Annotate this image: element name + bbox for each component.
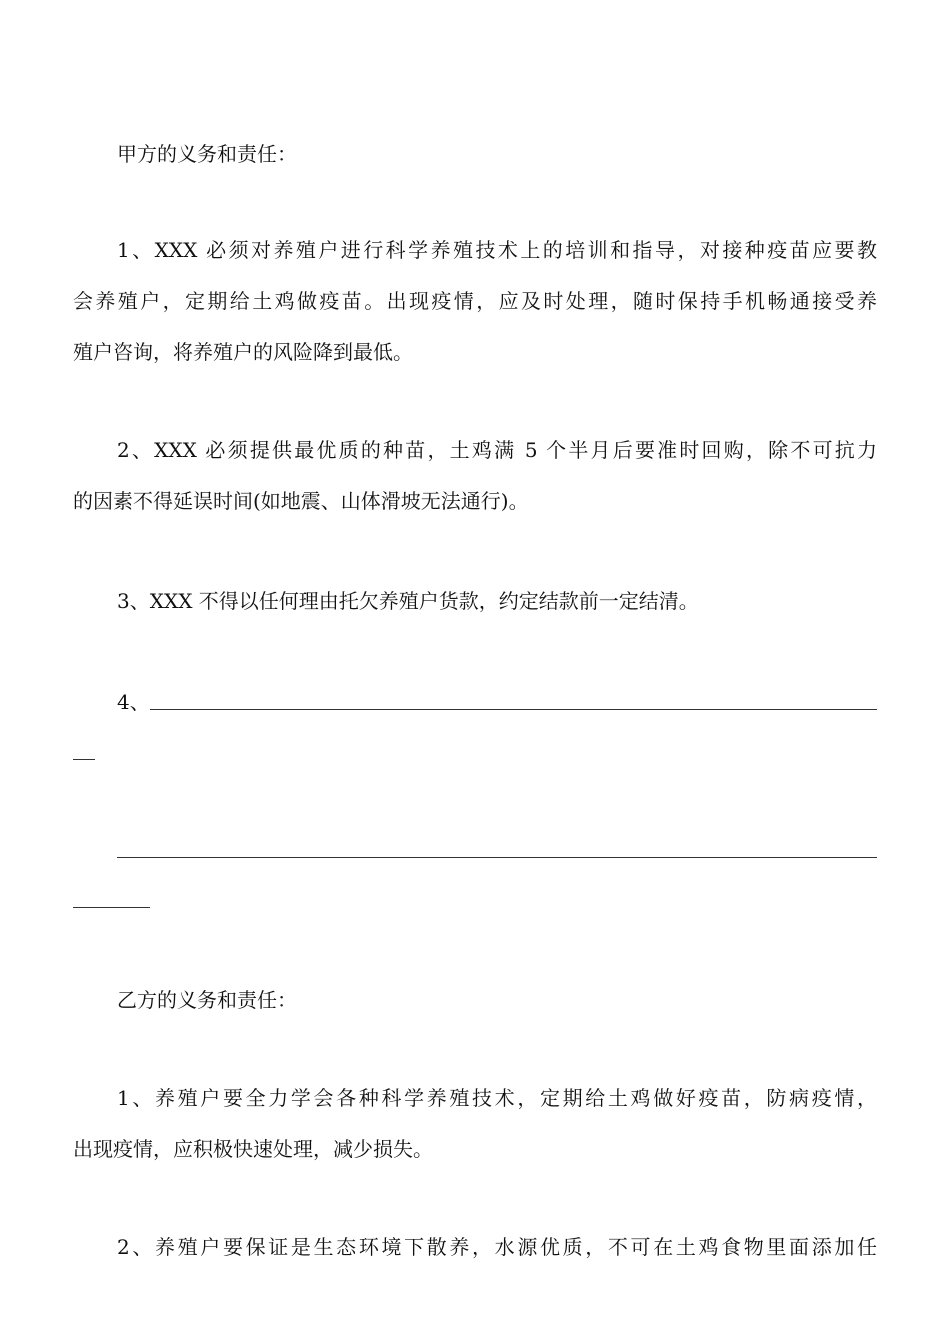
party-b-item-2-line-1: 2、养殖户要保证是生态环境下散养，水源优质，不可在土鸡食物里面添加任 bbox=[117, 1235, 877, 1259]
blank-underline bbox=[73, 759, 95, 760]
party-a-item-2-line-2: 的因素不得延误时间(如地震、山体滑坡无法通行)。 bbox=[73, 489, 529, 513]
party-a-item-1-line-1: 1、XXX 必须对养殖户进行科学养殖技术上的培训和指导，对接种疫苗应要教 bbox=[117, 238, 877, 262]
party-a-heading: 甲方的义务和责任： bbox=[117, 142, 297, 166]
party-a-item-2-line-1: 2、XXX 必须提供最优质的种苗，土鸡满 5 个半月后要准时回购，除不可抗力 bbox=[117, 438, 877, 462]
party-b-heading: 乙方的义务和责任： bbox=[117, 988, 297, 1012]
party-a-item-4-label: 4、 bbox=[117, 690, 150, 714]
party-a-item-1-line-2: 会养殖户，定期给土鸡做疫苗。出现疫情，应及时处理，随时保持手机畅通接受养 bbox=[73, 289, 877, 313]
party-b-item-1-line-1: 1、养殖户要全力学会各种科学养殖技术，定期给土鸡做好疫苗，防病疫情， bbox=[117, 1086, 877, 1110]
blank-underline bbox=[73, 907, 150, 908]
party-a-item-1-line-3: 殖户咨询，将养殖户的风险降到最低。 bbox=[73, 340, 413, 364]
blank-underline bbox=[150, 709, 877, 710]
blank-underline bbox=[117, 857, 877, 858]
party-a-item-3-line-1: 3、XXX 不得以任何理由托欠养殖户货款，约定结款前一定结清。 bbox=[117, 589, 699, 613]
party-b-item-1-line-2: 出现疫情，应积极快速处理，减少损失。 bbox=[73, 1137, 433, 1161]
